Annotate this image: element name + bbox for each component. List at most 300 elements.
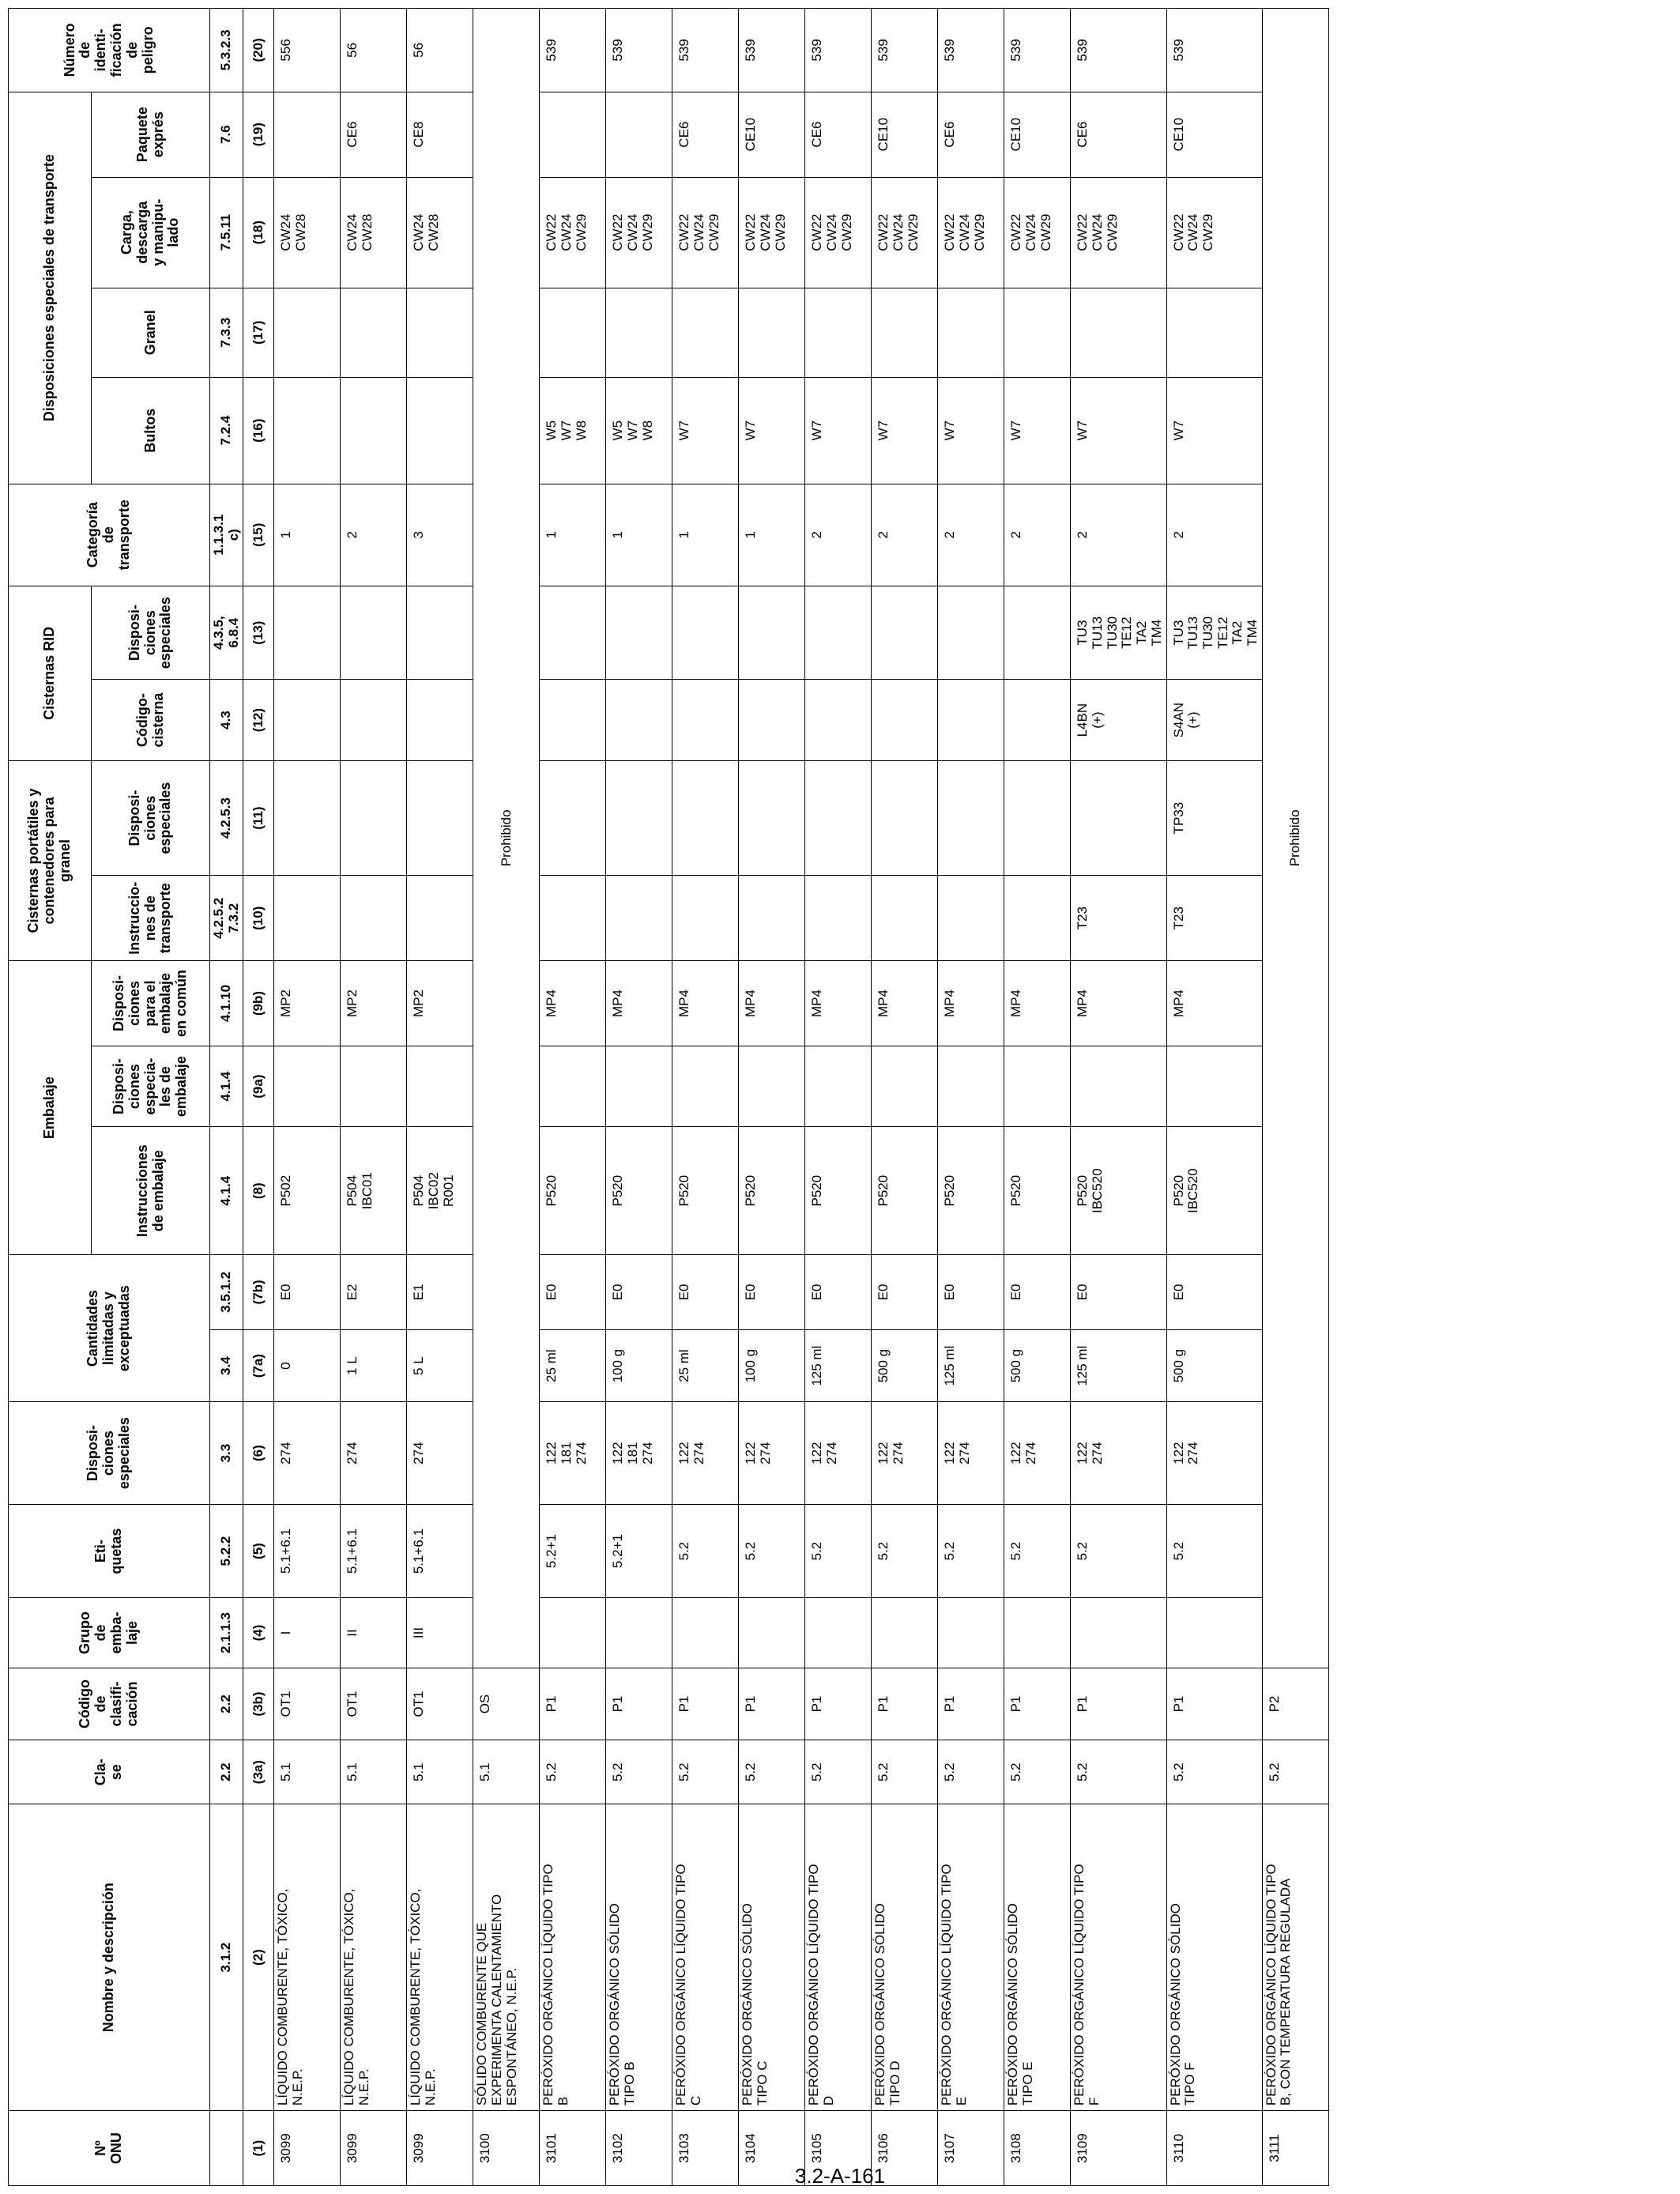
reference-cell: 2.2 — [210, 1740, 243, 1804]
class-cell: 5.2 — [938, 1740, 1004, 1804]
bulk-provision-cell — [341, 288, 407, 377]
packing-special-cell — [606, 1046, 672, 1126]
header-bulk: Granel — [92, 288, 210, 377]
labels-cell: 5.2 — [938, 1504, 1004, 1598]
packing-instruction-cell: P520 — [1004, 1127, 1071, 1255]
mixed-packing-cell: MP4 — [1071, 961, 1166, 1046]
header-special-provisions: Disposi- ciones especiales — [9, 1402, 210, 1504]
portable-tank-special-cell — [805, 760, 872, 876]
packing-instruction-cell: P520 — [938, 1127, 1004, 1255]
column-number-cell: (5) — [243, 1504, 274, 1598]
packages-provision-cell: W5 W7 W8 — [540, 377, 606, 484]
column-number-cell: (1) — [243, 2111, 274, 2186]
loading-provision-cell: CW24 CW28 — [274, 177, 341, 288]
un-number-cell: 3107 — [938, 2111, 1004, 2186]
class-cell: 5.2 — [606, 1740, 672, 1804]
packing-special-cell — [407, 1046, 473, 1126]
column-number-cell: (9b) — [243, 961, 274, 1046]
classification-code-cell: P1 — [805, 1668, 872, 1740]
limited-quantity-cell: 500 g — [1166, 1329, 1262, 1402]
column-number-cell: (18) — [243, 177, 274, 288]
loading-provision-cell: CW22 CW24 CW29 — [672, 177, 739, 288]
loading-provision-cell: CW22 CW24 CW29 — [1071, 177, 1166, 288]
mixed-packing-cell: MP4 — [739, 961, 805, 1046]
portable-tank-special-cell — [274, 760, 341, 876]
packages-provision-cell — [341, 377, 407, 484]
labels-cell: 5.1+6.1 — [274, 1504, 341, 1598]
tank-special-cell — [274, 586, 341, 680]
prohibited-cell: Prohibido — [1262, 9, 1328, 1668]
transport-category-cell: 3 — [407, 484, 473, 586]
reference-cell: 2.1.1.3 — [210, 1598, 243, 1668]
excepted-quantity-cell: E0 — [1004, 1255, 1071, 1330]
class-cell: 5.2 — [1004, 1740, 1071, 1804]
packing-special-cell — [739, 1046, 805, 1126]
transport-category-cell: 2 — [1004, 484, 1071, 586]
reference-cell: 2.2 — [210, 1668, 243, 1740]
mixed-packing-cell: MP2 — [341, 961, 407, 1046]
tank-code-cell — [739, 680, 805, 760]
class-cell: 5.2 — [872, 1740, 938, 1804]
name-cell: PERÓXIDO ORGÁNICO SÓLIDO TIPO C — [739, 1804, 805, 2111]
bulk-provision-cell — [606, 288, 672, 377]
packing-special-cell — [872, 1046, 938, 1126]
packing-instruction-cell: P520 — [805, 1127, 872, 1255]
name-cell: LÍQUIDO COMBURENTE, TÓXICO, N.E.P. — [341, 1804, 407, 2111]
tank-special-cell — [938, 586, 1004, 680]
mixed-packing-cell: MP2 — [274, 961, 341, 1046]
special-provisions-cell: 122 274 — [1071, 1402, 1166, 1504]
un-number-cell: 3100 — [473, 2111, 540, 2186]
loading-provision-cell: CW22 CW24 CW29 — [606, 177, 672, 288]
header-classification-code: Código de clasifi- cación — [9, 1668, 210, 1740]
packing-group-cell — [805, 1598, 872, 1668]
special-provisions-cell: 122 274 — [938, 1402, 1004, 1504]
packages-provision-cell: W7 — [672, 377, 739, 484]
portable-tank-special-cell — [739, 760, 805, 876]
portable-tank-special-cell — [341, 760, 407, 876]
un-number-cell: 3111 — [1262, 2111, 1328, 2186]
column-number-row — [243, 9, 274, 2186]
reference-cell: 7.3.3 — [210, 288, 243, 377]
reference-cell: 4.1.4 — [210, 1127, 243, 1255]
name-cell: PERÓXIDO ORGÁNICO LÍQUIDO TIPO B, CON TEMPERATURA REGULADA — [1262, 1804, 1328, 2111]
hazard-id-cell: 539 — [938, 9, 1004, 92]
class-cell: 5.2 — [1166, 1740, 1262, 1804]
limited-quantity-cell: 0 — [274, 1329, 341, 1402]
limited-quantity-cell: 500 g — [872, 1329, 938, 1402]
excepted-quantity-cell: E0 — [872, 1255, 938, 1330]
packing-group-cell — [938, 1598, 1004, 1668]
header-limited-quantities: Cantidades limitadas y exceptuadas — [9, 1255, 210, 1402]
limited-quantity-cell: 25 ml — [672, 1329, 739, 1402]
header-packing-special: Disposi- ciones especia- les de embalaje — [92, 1046, 210, 1126]
tank-code-cell — [672, 680, 739, 760]
name-cell: PERÓXIDO ORGÁNICO LÍQUIDO TIPO F — [1071, 1804, 1166, 2111]
tank-code-cell: L4BN (+) — [1071, 680, 1166, 760]
header-packing-instructions: Instrucciones de embalaje — [92, 1127, 210, 1255]
packing-instruction-cell: P504 IBC02 R001 — [407, 1127, 473, 1255]
portable-tank-special-cell — [872, 760, 938, 876]
header-un-number: Nº ONU — [9, 2111, 210, 2186]
loading-provision-cell: CW24 CW28 — [407, 177, 473, 288]
un-number-cell: 3108 — [1004, 2111, 1071, 2186]
classification-code-cell: P1 — [1166, 1668, 1262, 1740]
reference-cell: 3.3 — [210, 1402, 243, 1504]
name-cell: PERÓXIDO ORGÁNICO LÍQUIDO TIPO C — [672, 1804, 739, 2111]
portable-tank-instruction-cell — [407, 876, 473, 961]
column-number-cell: (4) — [243, 1598, 274, 1668]
mixed-packing-cell: MP4 — [540, 961, 606, 1046]
packing-group-cell: I — [274, 1598, 341, 1668]
loading-provision-cell: CW22 CW24 CW29 — [872, 177, 938, 288]
express-provision-cell — [606, 92, 672, 177]
mixed-packing-cell: MP4 — [805, 961, 872, 1046]
name-cell: SÓLIDO COMBURENTE QUE EXPERIMENTA CALENTAMIENTO ESPONTÁNEO, N.E.P. — [473, 1804, 540, 2111]
column-number-cell: (7b) — [243, 1255, 274, 1330]
portable-tank-special-cell — [540, 760, 606, 876]
reference-cell: 3.4 — [210, 1329, 243, 1402]
bulk-provision-cell — [1004, 288, 1071, 377]
special-provisions-cell: 122 181 274 — [540, 1402, 606, 1504]
un-number-cell: 3101 — [540, 2111, 606, 2186]
bulk-provision-cell — [407, 288, 473, 377]
column-number-cell: (3a) — [243, 1740, 274, 1804]
un-number-cell: 3103 — [672, 2111, 739, 2186]
packing-instruction-cell: P520 — [606, 1127, 672, 1255]
express-provision-cell: CE10 — [872, 92, 938, 177]
packing-group-cell — [1071, 1598, 1166, 1668]
express-provision-cell: CE6 — [672, 92, 739, 177]
classification-code-cell: P1 — [540, 1668, 606, 1740]
portable-tank-instruction-cell — [606, 876, 672, 961]
un-number-cell: 3099 — [274, 2111, 341, 2186]
transport-category-cell: 1 — [606, 484, 672, 586]
portable-tank-instruction-cell — [872, 876, 938, 961]
special-provisions-cell: 274 — [407, 1402, 473, 1504]
hazard-id-cell: 539 — [805, 9, 872, 92]
header-express: Paquete exprés — [92, 92, 210, 177]
transport-category-cell: 2 — [938, 484, 1004, 586]
portable-tank-special-cell: TP33 — [1166, 760, 1262, 876]
name-cell: PERÓXIDO ORGÁNICO SÓLIDO TIPO F — [1166, 1804, 1262, 2111]
column-number-cell: (16) — [243, 377, 274, 484]
column-number-cell: (3b) — [243, 1668, 274, 1740]
name-cell: LÍQUIDO COMBURENTE, TÓXICO, N.E.P. — [274, 1804, 341, 2111]
packing-group-cell — [739, 1598, 805, 1668]
packing-instruction-cell: P520 — [672, 1127, 739, 1255]
transport-category-cell: 2 — [872, 484, 938, 586]
header-loading: Carga, descarga y manipu- lado — [92, 177, 210, 288]
header-tank-special: Disposi- ciones especiales — [92, 586, 210, 680]
classification-code-cell: P1 — [938, 1668, 1004, 1740]
name-cell: PERÓXIDO ORGÁNICO LÍQUIDO TIPO B — [540, 1804, 606, 2111]
transport-category-cell: 1 — [540, 484, 606, 586]
table-row — [672, 9, 739, 2186]
bulk-provision-cell — [872, 288, 938, 377]
header-mixed-packing: Disposi- ciones para el embalaje en común — [92, 961, 210, 1046]
packing-special-cell — [1071, 1046, 1166, 1126]
tank-special-cell — [407, 586, 473, 680]
bulk-provision-cell — [540, 288, 606, 377]
header-rid-tanks: Cisternas RID — [9, 586, 92, 760]
packages-provision-cell: W5 W7 W8 — [606, 377, 672, 484]
packing-group-cell — [540, 1598, 606, 1668]
loading-provision-cell: CW22 CW24 CW29 — [540, 177, 606, 288]
labels-cell: 5.2 — [872, 1504, 938, 1598]
tank-code-cell — [872, 680, 938, 760]
bulk-provision-cell — [938, 288, 1004, 377]
hazard-id-cell: 556 — [274, 9, 341, 92]
excepted-quantity-cell: E0 — [938, 1255, 1004, 1330]
column-number-cell: (19) — [243, 92, 274, 177]
packing-instruction-cell: P502 — [274, 1127, 341, 1255]
excepted-quantity-cell: E0 — [739, 1255, 805, 1330]
reference-cell: 4.2.5.2 7.3.2 — [210, 876, 243, 961]
column-number-cell: (7a) — [243, 1329, 274, 1402]
tank-special-cell — [1004, 586, 1071, 680]
packing-special-cell — [274, 1046, 341, 1126]
express-provision-cell: CE6 — [938, 92, 1004, 177]
limited-quantity-cell: 125 ml — [805, 1329, 872, 1402]
tank-code-cell — [805, 680, 872, 760]
express-provision-cell — [540, 92, 606, 177]
packing-instruction-cell: P520 — [739, 1127, 805, 1255]
packing-group-cell: II — [341, 1598, 407, 1668]
reference-cell: 7.2.4 — [210, 377, 243, 484]
portable-tank-instruction-cell — [938, 876, 1004, 961]
tank-special-cell — [540, 586, 606, 680]
packing-special-cell — [938, 1046, 1004, 1126]
packing-special-cell — [1166, 1046, 1262, 1126]
packages-provision-cell — [274, 377, 341, 484]
transport-category-cell: 2 — [341, 484, 407, 586]
header-class: Cla- se — [9, 1740, 210, 1804]
packages-provision-cell: W7 — [872, 377, 938, 484]
header-name: Nombre y descripción — [9, 1804, 210, 2111]
hazard-id-cell: 539 — [739, 9, 805, 92]
class-cell: 5.1 — [274, 1740, 341, 1804]
transport-category-cell: 1 — [739, 484, 805, 586]
packages-provision-cell: W7 — [1071, 377, 1166, 484]
name-cell: PERÓXIDO ORGÁNICO LÍQUIDO TIPO D — [805, 1804, 872, 2111]
classification-code-cell: P1 — [606, 1668, 672, 1740]
classification-code-cell: P1 — [1071, 1668, 1166, 1740]
portable-tank-special-cell — [407, 760, 473, 876]
column-number-cell: (17) — [243, 288, 274, 377]
express-provision-cell: CE6 — [341, 92, 407, 177]
hazard-id-cell: 56 — [341, 9, 407, 92]
limited-quantity-cell: 500 g — [1004, 1329, 1071, 1402]
table-row — [1262, 9, 1328, 2186]
classification-code-cell: OT1 — [274, 1668, 341, 1740]
un-number-cell: 3105 — [805, 2111, 872, 2186]
column-number-cell: (10) — [243, 876, 274, 961]
prohibited-cell: Prohibido — [473, 9, 540, 1668]
table-row — [739, 9, 805, 2186]
loading-provision-cell: CW22 CW24 CW29 — [1166, 177, 1262, 288]
bulk-provision-cell — [1166, 288, 1262, 377]
hazard-id-cell: 539 — [1071, 9, 1166, 92]
bulk-provision-cell — [672, 288, 739, 377]
bulk-provision-cell — [805, 288, 872, 377]
bulk-provision-cell — [274, 288, 341, 377]
express-provision-cell: CE10 — [739, 92, 805, 177]
transport-category-cell: 2 — [805, 484, 872, 586]
portable-tank-instruction-cell — [274, 876, 341, 961]
table-row — [540, 9, 606, 2186]
classification-code-cell: P1 — [872, 1668, 938, 1740]
tank-code-cell — [341, 680, 407, 760]
limited-quantity-cell: 25 ml — [540, 1329, 606, 1402]
hazard-id-cell: 539 — [1004, 9, 1071, 92]
mixed-packing-cell: MP2 — [407, 961, 473, 1046]
class-cell: 5.1 — [341, 1740, 407, 1804]
transport-category-cell: 1 — [274, 484, 341, 586]
packing-group-cell — [672, 1598, 739, 1668]
packages-provision-cell: W7 — [1004, 377, 1071, 484]
bulk-provision-cell — [1071, 288, 1166, 377]
packages-provision-cell — [407, 377, 473, 484]
classification-code-cell: P2 — [1262, 1668, 1328, 1740]
reference-cell: 3.5.1.2 — [210, 1255, 243, 1330]
tank-code-cell — [938, 680, 1004, 760]
un-number-cell: 3099 — [341, 2111, 407, 2186]
packing-special-cell — [805, 1046, 872, 1126]
special-provisions-cell: 122 274 — [672, 1402, 739, 1504]
packing-special-cell — [540, 1046, 606, 1126]
reference-cell: 4.3 — [210, 680, 243, 760]
table-row — [1004, 9, 1071, 2186]
packing-special-cell — [341, 1046, 407, 1126]
table-row — [274, 9, 341, 2186]
header-transport-category: Categoría de transporte — [9, 484, 210, 586]
hazard-id-cell: 539 — [872, 9, 938, 92]
class-cell: 5.2 — [1071, 1740, 1166, 1804]
header-tank-code: Código- cisterna — [92, 680, 210, 760]
column-number-cell: (9a) — [243, 1046, 274, 1126]
labels-cell: 5.1+6.1 — [341, 1504, 407, 1598]
excepted-quantity-cell: E0 — [1166, 1255, 1262, 1330]
header-portable-special: Disposi- ciones especiales — [92, 760, 210, 876]
tank-special-cell: TU3 TU13 TU30 TE12 TA2 TM4 — [1166, 586, 1262, 680]
mixed-packing-cell: MP4 — [672, 961, 739, 1046]
hazard-id-cell: 539 — [1166, 9, 1262, 92]
portable-tank-special-cell — [1004, 760, 1071, 876]
tank-code-cell — [540, 680, 606, 760]
tank-special-cell — [341, 586, 407, 680]
packing-instruction-cell: P520 — [872, 1127, 938, 1255]
tank-special-cell — [606, 586, 672, 680]
special-provisions-cell: 122 274 — [1166, 1402, 1262, 1504]
excepted-quantity-cell: E0 — [606, 1255, 672, 1330]
header-packages: Bultos — [92, 377, 210, 484]
column-number-cell: (15) — [243, 484, 274, 586]
reference-cell: 5.2.2 — [210, 1504, 243, 1598]
limited-quantity-cell: 125 ml — [938, 1329, 1004, 1402]
mixed-packing-cell: MP4 — [1166, 961, 1262, 1046]
tank-special-cell — [805, 586, 872, 680]
tank-special-cell: TU3 TU13 TU30 TE12 TA2 TM4 — [1071, 586, 1166, 680]
labels-cell: 5.2 — [1166, 1504, 1262, 1598]
class-cell: 5.2 — [540, 1740, 606, 1804]
mixed-packing-cell: MP4 — [1004, 961, 1071, 1046]
reference-cell: 1.1.3.1 c) — [210, 484, 243, 586]
tank-code-cell — [407, 680, 473, 760]
reference-cell: 4.3.5, 6.8.4 — [210, 586, 243, 680]
special-provisions-cell: 122 274 — [805, 1402, 872, 1504]
header-hazard-id: Número de identi- ficación de peligro — [9, 9, 210, 92]
loading-provision-cell: CW22 CW24 CW29 — [739, 177, 805, 288]
labels-cell: 5.2+1 — [540, 1504, 606, 1598]
column-number-cell: (6) — [243, 1402, 274, 1504]
class-cell: 5.2 — [1262, 1740, 1328, 1804]
portable-tank-instruction-cell — [540, 876, 606, 961]
packing-group-cell — [872, 1598, 938, 1668]
packing-group-cell — [606, 1598, 672, 1668]
loading-provision-cell: CW22 CW24 CW29 — [1004, 177, 1071, 288]
tank-code-cell — [606, 680, 672, 760]
reference-row — [210, 9, 243, 2186]
reference-cell: 4.2.5.3 — [210, 760, 243, 876]
class-cell: 5.1 — [473, 1740, 540, 1804]
portable-tank-instruction-cell: T23 — [1071, 876, 1166, 961]
packages-provision-cell: W7 — [739, 377, 805, 484]
express-provision-cell: CE6 — [805, 92, 872, 177]
packing-instruction-cell: P520 — [540, 1127, 606, 1255]
packages-provision-cell: W7 — [805, 377, 872, 484]
limited-quantity-cell: 5 L — [407, 1329, 473, 1402]
tank-special-cell — [739, 586, 805, 680]
excepted-quantity-cell: E1 — [407, 1255, 473, 1330]
hazard-id-cell: 56 — [407, 9, 473, 92]
name-cell: LÍQUIDO COMBURENTE, TÓXICO, N.E.P. — [407, 1804, 473, 2111]
excepted-quantity-cell: E0 — [274, 1255, 341, 1330]
classification-code-cell: P1 — [1004, 1668, 1071, 1740]
packing-special-cell — [672, 1046, 739, 1126]
portable-tank-instruction-cell: T23 — [1166, 876, 1262, 961]
dangerous-goods-table — [8, 8, 1329, 2186]
express-provision-cell: CE8 — [407, 92, 473, 177]
table-row — [938, 9, 1004, 2186]
excepted-quantity-cell: E0 — [540, 1255, 606, 1330]
packing-group-cell — [1004, 1598, 1071, 1668]
transport-category-cell: 2 — [1071, 484, 1166, 586]
loading-provision-cell: CW24 CW28 — [341, 177, 407, 288]
tank-special-cell — [872, 586, 938, 680]
special-provisions-cell: 122 274 — [739, 1402, 805, 1504]
class-cell: 5.2 — [672, 1740, 739, 1804]
classification-code-cell: OT1 — [341, 1668, 407, 1740]
packing-special-cell — [1004, 1046, 1071, 1126]
transport-category-cell: 1 — [672, 484, 739, 586]
un-number-cell: 3110 — [1166, 2111, 1262, 2186]
special-provisions-cell: 274 — [341, 1402, 407, 1504]
loading-provision-cell: CW22 CW24 CW29 — [805, 177, 872, 288]
un-number-cell: 3104 — [739, 2111, 805, 2186]
special-provisions-cell: 122 274 — [872, 1402, 938, 1504]
hazard-id-cell: 539 — [672, 9, 739, 92]
labels-cell: 5.1+6.1 — [407, 1504, 473, 1598]
express-provision-cell: CE10 — [1004, 92, 1071, 177]
portable-tank-instruction-cell — [341, 876, 407, 961]
table-row — [872, 9, 938, 2186]
column-number-cell: (2) — [243, 1804, 274, 2111]
portable-tank-instruction-cell — [672, 876, 739, 961]
table-row — [341, 9, 407, 2186]
excepted-quantity-cell: E0 — [672, 1255, 739, 1330]
reference-cell: 7.5.11 — [210, 177, 243, 288]
